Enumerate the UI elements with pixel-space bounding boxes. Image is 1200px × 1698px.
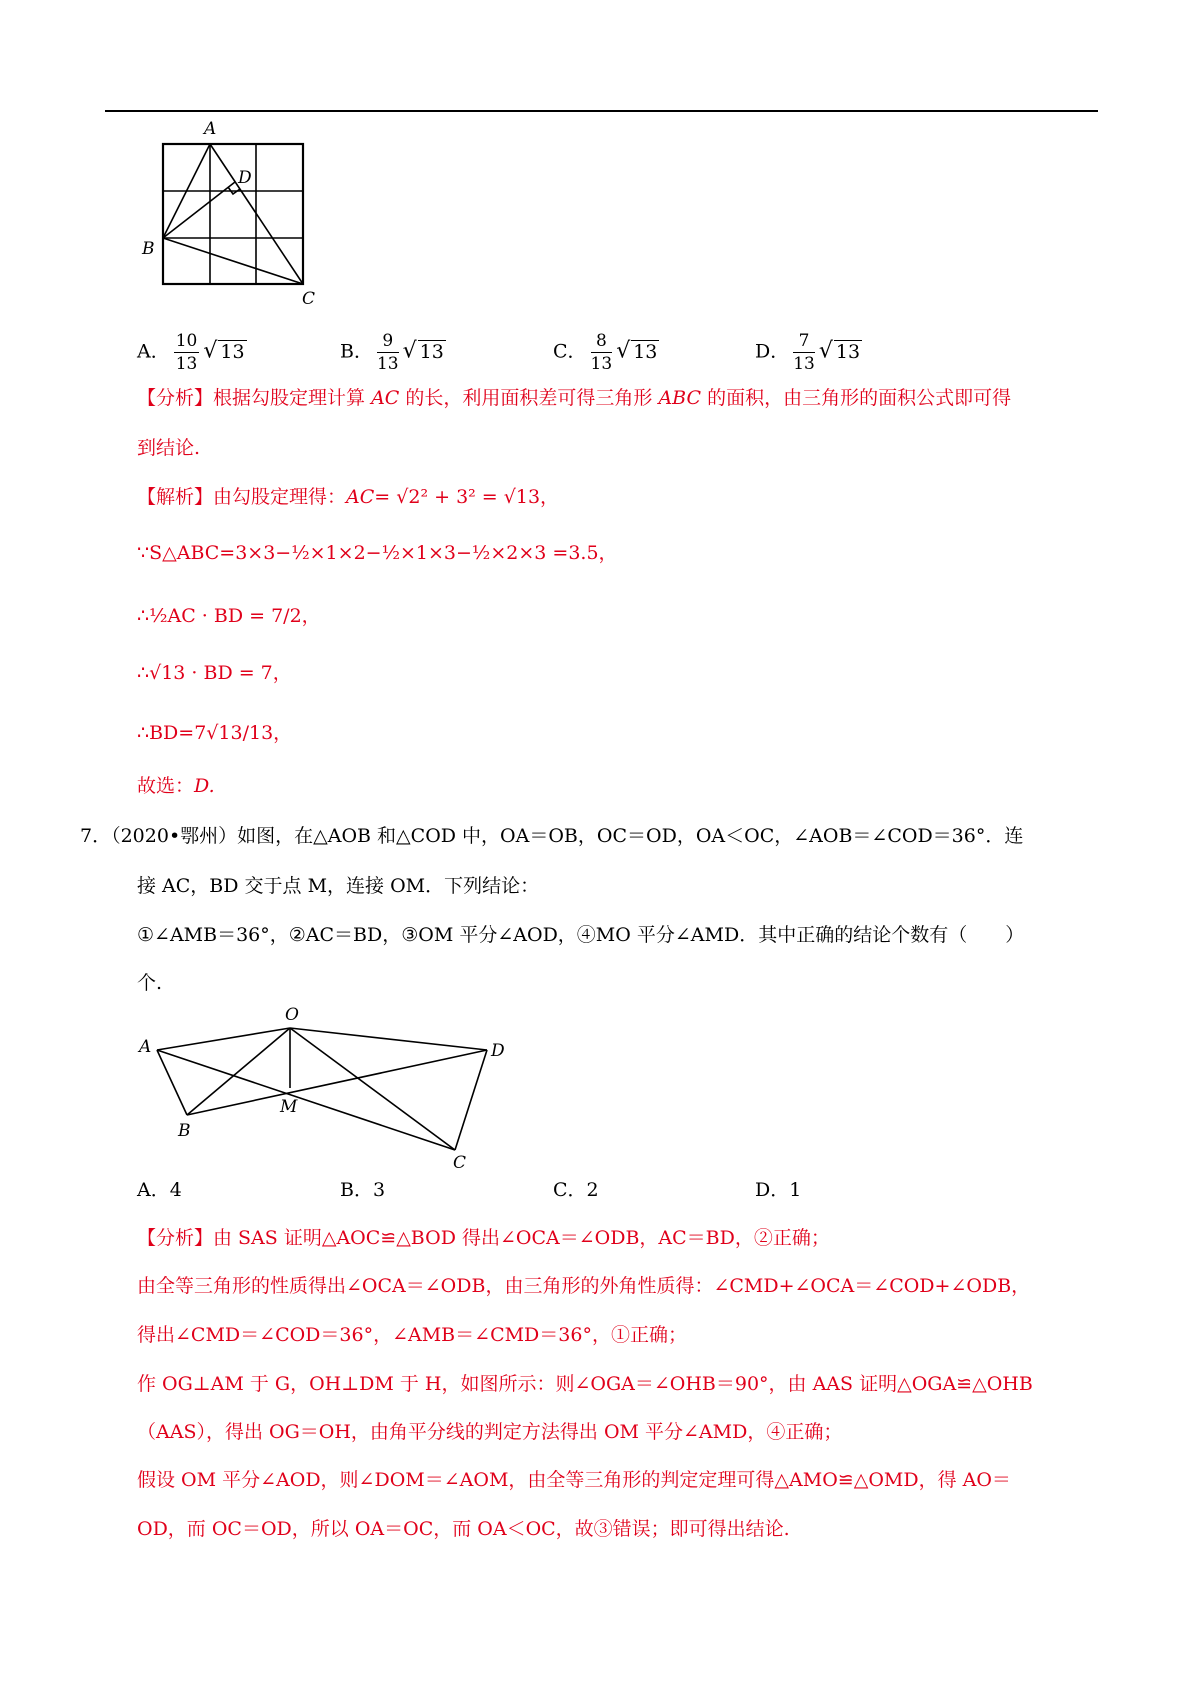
q7-option-c: C．2 <box>553 1179 599 1201</box>
label-A: A <box>139 1037 152 1057</box>
q6-solution-line3: ∴½AC · BD = 7/2， <box>137 605 321 627</box>
q6-analysis-line2: 到结论. <box>137 437 201 459</box>
grid-triangle-figure <box>140 118 325 308</box>
q7-stem-line3: ①∠AMB＝36°，②AC＝BD，③OM 平分∠AOD，④MO 平分∠AMD．其中正确的结论个数有（ ） <box>137 924 1025 946</box>
q7-analysis-line2: 由全等三角形的性质得出∠OCA＝∠ODB，由三角形的外角性质得：∠CMD+∠OCA＝∠COD+∠ODB， <box>137 1275 1031 1297</box>
q6-option-d: D． $\frac{7}{13}$ √ 13 <box>755 331 861 374</box>
q6-solution-line2: ∵S△ABC=3×3−½×1×2−½×1×3−½×2×3 =3.5， <box>137 542 618 564</box>
q7-stem-line1: 7．（2020•鄂州）如图，在△AOB 和△COD 中，OA＝OB，OC＝OD，OA＜OC，∠AOB＝∠COD＝36°．连 <box>80 825 1024 847</box>
label-M: M <box>280 1097 298 1117</box>
q7-analysis-line4: 作 OG⊥AM 于 G，OH⊥DM 于 H，如图所示：则∠OGA＝∠OHB＝90°，由 AAS 证明△OGA≌△OHB <box>137 1373 1033 1395</box>
q7-analysis-line5: （AAS），得出 OG＝OH，由角平分线的判定方法得出 OM 平分∠AMD，④正确； <box>137 1421 843 1443</box>
header-rule <box>105 110 1098 112</box>
quadrilateral-figure <box>135 1000 515 1170</box>
q7-option-a: A．4 <box>137 1179 182 1201</box>
q6-solution-line5: ∴BD=7√13/13， <box>137 722 293 744</box>
q7-option-b: B．3 <box>340 1179 386 1201</box>
q6-option-b: B． $\frac{9}{13}$ √ 13 <box>340 331 444 374</box>
q7-analysis-line3: 得出∠CMD＝∠COD＝36°，∠AMB＝∠CMD＝36°，①正确； <box>137 1324 687 1346</box>
label-D: D <box>238 168 252 188</box>
label-B: B <box>142 239 155 259</box>
label-D: D <box>491 1041 505 1061</box>
label-A: A <box>204 119 217 139</box>
q6-solution-line4: ∴√13 · BD = 7， <box>137 662 292 684</box>
q6-solution-line1: 【解析】由勾股定理得：AC= √2² + 3² = √13， <box>137 486 560 508</box>
q7-stem-line2: 接 AC，BD 交于点 M，连接 OM．下列结论： <box>137 875 540 897</box>
q7-option-d: D．1 <box>755 1179 802 1201</box>
q7-stem-line4: 个. <box>137 972 163 994</box>
label-B: B <box>178 1121 191 1141</box>
label-C: C <box>453 1153 467 1170</box>
label-O: O <box>285 1005 299 1025</box>
label-C: C <box>302 289 316 308</box>
q7-analysis-line6: 假设 OM 平分∠AOD，则∠DOM＝∠AOM，由全等三角形的判定定理可得△AMO≌△OMD，得 AO＝ <box>137 1469 1011 1491</box>
q7-analysis-line7: OD，而 OC＝OD，所以 OA＝OC，而 OA＜OC，故③错误；即可得出结论. <box>137 1518 790 1540</box>
q6-option-a: A． $\frac{10}{13}$ √ 13 <box>137 331 245 374</box>
q6-option-c: C． $\frac{8}{13}$ √ 13 <box>553 331 658 374</box>
q6-analysis-line1: 【分析】根据勾股定理计算 AC 的长，利用面积差可得三角形 ABC 的面积，由三角形的面积公式即可得 <box>137 387 1012 409</box>
q7-analysis-line1: 【分析】由 SAS 证明△AOC≌△BOD 得出∠OCA＝∠ODB，AC＝BD，②正确； <box>137 1227 830 1249</box>
q6-solution-line6: 故选：D. <box>137 775 215 797</box>
